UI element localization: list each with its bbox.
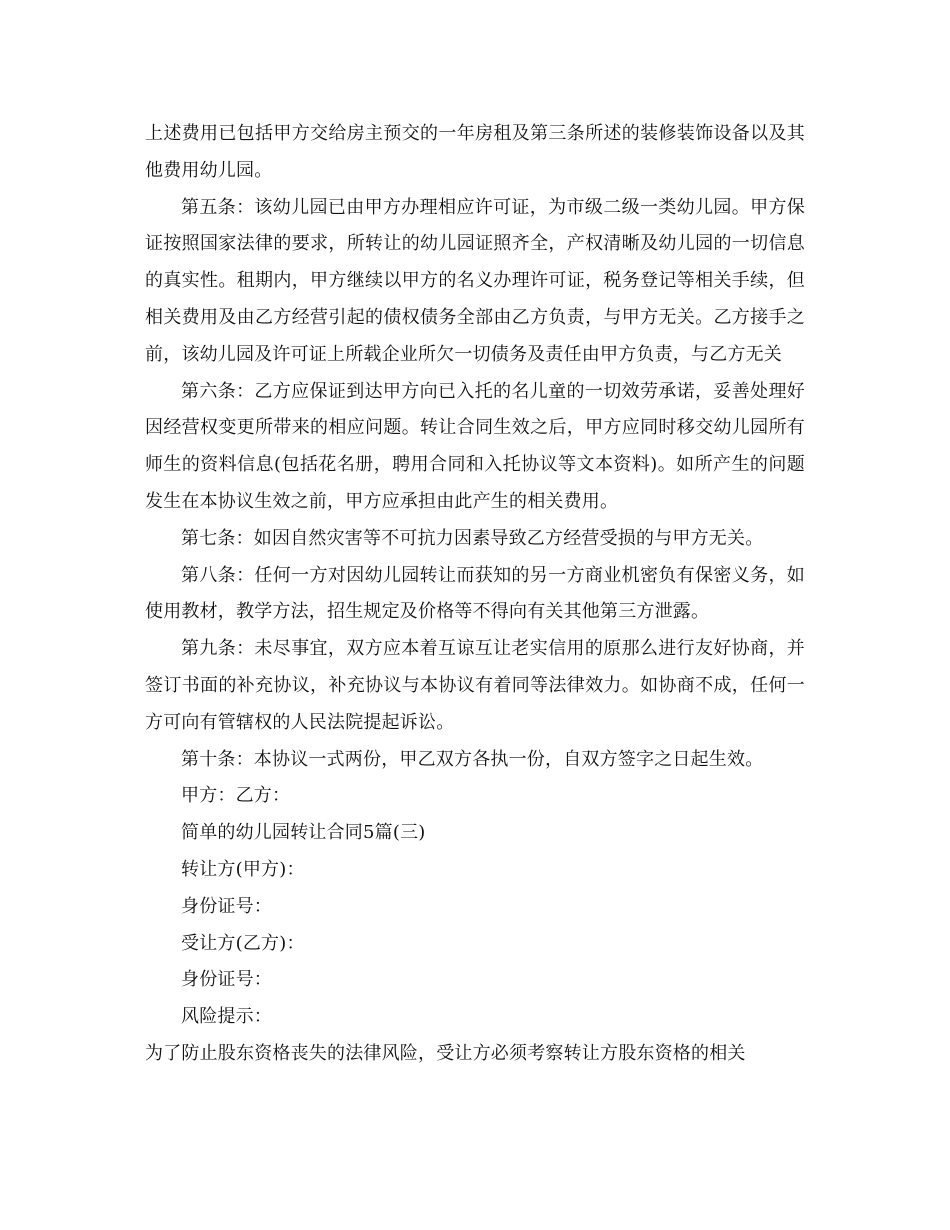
paragraph-article-6: 第六条：乙方应保证到达甲方向已入托的名儿童的一切效劳承诺，妥善处理好因经营权变更所带来的相应问题。转让合同生效之后，甲方应同时移交幼儿园所有师生的资料信息(包括花名册，聘用合同和入托协议等文本资料)。如所产生的问题发生在本协议生效之前，甲方应承担由此产生的相关费用。: [145, 380, 805, 512]
paragraph-article-5: 第五条：该幼儿园已由甲方办理相应许可证，为市级二级一类幼儿园。甲方保证按照国家法律的要求，所转让的幼儿园证照齐全，产权清晰及幼儿园的一切信息的真实性。租期内，甲方继续以甲方的名义办理许可证，税务登记等相关手续，但相关费用及由乙方经营引起的债权债务全部由乙方负责，与甲方无关。乙方接手之前，该幼儿园及许可证上所载企业所欠一切债务及责任由甲方负责，与乙方无关: [145, 196, 805, 365]
transferee-label: 受让方(乙方)：: [181, 932, 305, 954]
paragraph-article-8: 第八条：任何一方对因幼儿园转让而获知的另一方商业机密负有保密义务，如使用教材，教学方法，招生规定及价格等不得向有关其他第三方泄露。: [145, 564, 805, 623]
document-body: [145, 116, 805, 1073]
paragraph-article-9: 第九条：未尽事宜，双方应本着互谅互让老实信用的原那么进行友好协商，并签订书面的补充协议，补充协议与本协议有着同等法律效力。如协商不成，任何一方可向有管辖权的人民法院提起诉讼。: [145, 638, 805, 733]
transferee-id-label: 身份证号：: [181, 969, 272, 991]
paragraph-article-7: 第七条：如因自然灾害等不可抗力因素导致乙方经营受损的与甲方无关。: [181, 527, 764, 549]
paragraph-risk-notice: 为了防止股东资格丧失的法律风险，受让方必须考察转让方股东资格的相关: [145, 1042, 746, 1064]
paragraph-article-10: 第十条：本协议一式两份，甲乙双方各执一份，自双方签字之日起生效。: [181, 748, 764, 770]
section-title: 简单的幼儿园转让合同5篇(三): [181, 822, 426, 844]
transferor-id-label: 身份证号：: [181, 895, 272, 917]
risk-notice-label: 风险提示：: [181, 1006, 272, 1028]
transferor-label: 转让方(甲方)：: [181, 858, 305, 880]
paragraph-fee-continuation: 上述费用已包括甲方交给房主预交的一年房租及第三条所述的装修装饰设备以及其他费用幼儿园。: [145, 123, 805, 181]
signature-line: 甲方：乙方：: [181, 785, 291, 807]
